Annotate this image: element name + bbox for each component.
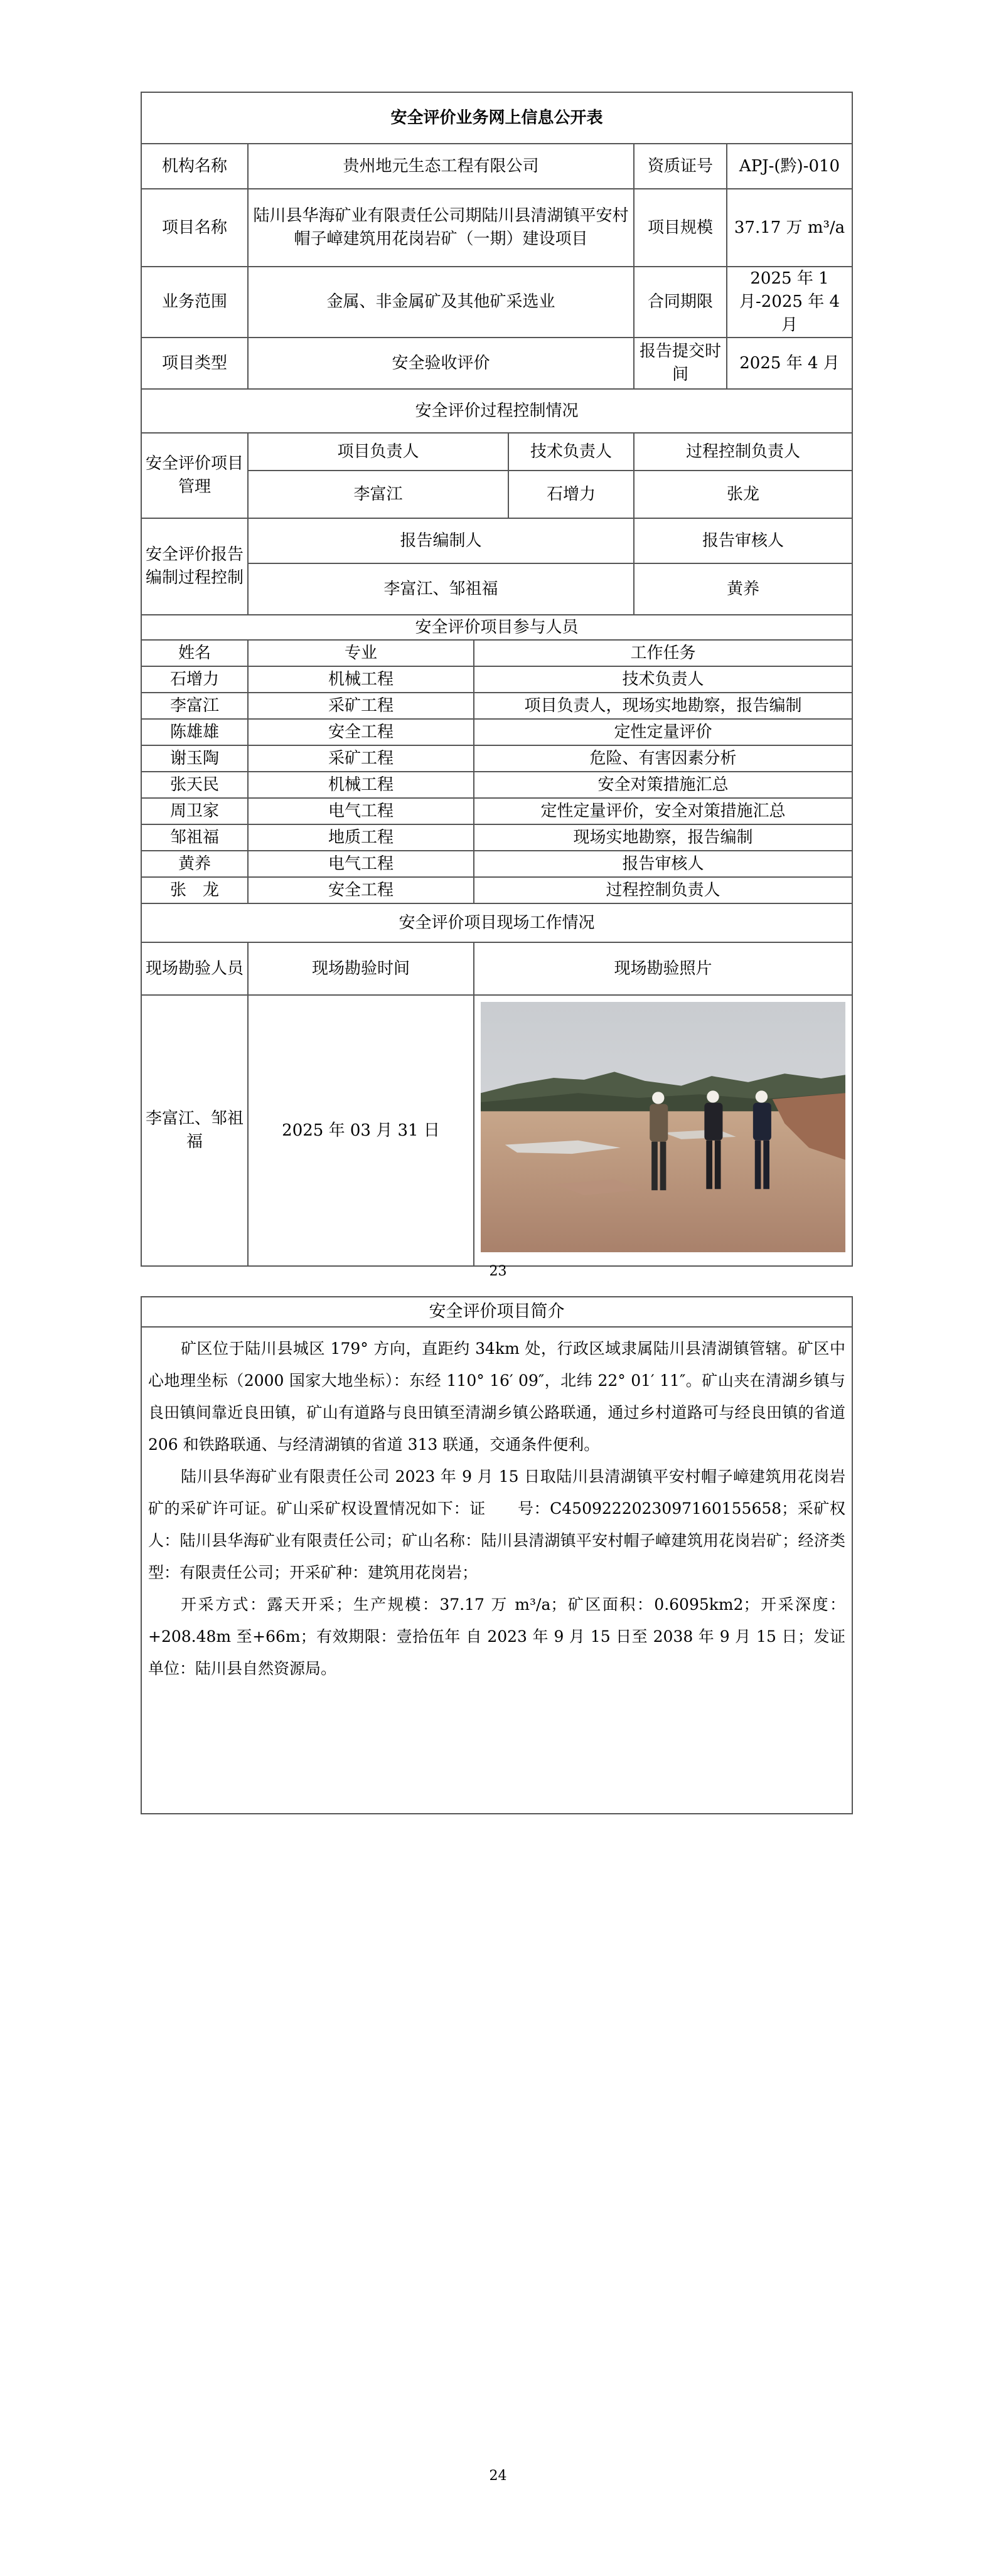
intro-title: 安全评价项目简介 (142, 1297, 852, 1328)
site-photo (481, 1002, 845, 1259)
participant-task: 定性定量评价 (474, 719, 852, 745)
form-title: 安全评价业务网上信息公开表 (141, 92, 852, 144)
org-label: 机构名称 (141, 144, 248, 189)
site-photo-cell (474, 995, 852, 1266)
period-label: 合同期限 (634, 267, 727, 338)
tech-label: 技术负责人 (508, 433, 634, 471)
staff-label: 现场勘验人员 (141, 942, 248, 995)
participant-task: 项目负责人，现场实地勘察，报告编制 (474, 693, 852, 719)
process-label: 过程控制负责人 (634, 433, 852, 471)
participant-major: 采矿工程 (248, 745, 474, 772)
table-row (141, 798, 852, 824)
cert-value: APJ-(黔)-010 (727, 144, 852, 189)
table-row (141, 719, 852, 745)
period-value: 2025 年 1 月-2025 年 4 月 (727, 267, 852, 338)
report-label: 安全评价报告编制过程控制 (141, 518, 248, 615)
participant-task: 过程控制负责人 (474, 877, 852, 903)
participant-major: 安全工程 (248, 719, 474, 745)
site-section-title: 安全评价项目现场工作情况 (141, 903, 852, 942)
participant-task: 危险、有害因素分析 (474, 745, 852, 772)
participant-task: 安全对策措施汇总 (474, 772, 852, 798)
scope-label: 业务范围 (141, 267, 248, 338)
process-value: 张龙 (634, 471, 852, 518)
reviewer-label: 报告审核人 (634, 518, 852, 563)
participant-name: 李富江 (141, 693, 248, 719)
participant-task: 现场实地勘察，报告编制 (474, 824, 852, 851)
header-major: 专业 (248, 640, 474, 666)
scale-label: 项目规模 (634, 189, 727, 267)
table-row (141, 745, 852, 772)
type-value: 安全验收评价 (248, 338, 634, 389)
participant-name: 张 龙 (141, 877, 248, 903)
participant-task: 技术负责人 (474, 666, 852, 693)
submit-value: 2025 年 4 月 (727, 338, 852, 389)
participant-major: 电气工程 (248, 798, 474, 824)
participant-task: 定性定量评价，安全对策措施汇总 (474, 798, 852, 824)
participant-name: 陈雄雄 (141, 719, 248, 745)
table-row (141, 693, 852, 719)
participant-major: 机械工程 (248, 772, 474, 798)
info-disclosure-table (141, 92, 853, 1267)
participant-major: 机械工程 (248, 666, 474, 693)
mgmt-label: 安全评价项目管理 (141, 433, 248, 518)
table-row (141, 666, 852, 693)
time-value: 2025 年 03 月 31 日 (248, 995, 474, 1266)
participant-major: 安全工程 (248, 877, 474, 903)
site-photo-image (481, 1002, 845, 1252)
intro-paragraph: 开采方式：露天开采；生产规模：37.17 万 m³/a；矿区面积：0.6095km2；开采深度：+208.48m 至+66m；有效期限：壹拾伍年 自 2023 年 9 月 15 日至 2038 年 9 月 15 日；发证单位：陆川县自然资源局。 (148, 1595, 845, 1678)
participant-major: 采矿工程 (248, 693, 474, 719)
author-label: 报告编制人 (248, 518, 634, 563)
header-name: 姓名 (141, 640, 248, 666)
org-value: 贵州地元生态工程有限公司 (248, 144, 634, 189)
project-label: 项目名称 (141, 189, 248, 267)
tech-value: 石增力 (508, 471, 634, 518)
type-label: 项目类型 (141, 338, 248, 389)
participant-task: 报告审核人 (474, 851, 852, 877)
participant-major: 电气工程 (248, 851, 474, 877)
intro-paragraph: 陆川县华海矿业有限责任公司 2023 年 9 月 15 日取陆川县清湖镇平安村帽子嶂建筑用花岗岩矿的采矿许可证。矿山采矿权设置情况如下：证 号：C4509222023097160155658；采矿权人：陆川县华海矿业有限责任公司；矿山名称：陆川县清湖镇平安村帽子嶂建筑用花岗岩矿；经济类型：有限责任公司；开采矿种：建筑用花岗岩； (148, 1467, 845, 1582)
participant-name: 谢玉陶 (141, 745, 248, 772)
intro-paragraph: 矿区位于陆川县城区 179° 方向，直距约 34km 处，行政区域隶属陆川县清湖镇管辖。矿区中心地理坐标（2000 国家大地坐标）：东经 110° 16′ 09″，北纬 22° 01′ 11″。矿山夹在清湖乡镇与良田镇间靠近良田镇，矿山有道路与良田镇至清湖乡镇公路联通，通过乡村道路可与经良田镇的省道 206 和铁路联通、与经清湖镇的省道 313 联通，交通条件便利。 (148, 1339, 845, 1454)
time-label: 现场勘验时间 (248, 942, 474, 995)
leader-label: 项目负责人 (248, 433, 508, 471)
leader-value: 李富江 (248, 471, 508, 518)
staff-value: 李富江、邹祖福 (141, 995, 248, 1266)
participant-name: 黄养 (141, 851, 248, 877)
page-number: 24 (489, 2468, 507, 2484)
table-row (141, 851, 852, 877)
participant-name: 石增力 (141, 666, 248, 693)
scope-value: 金属、非金属矿及其他矿采选业 (248, 267, 634, 338)
submit-label: 报告提交时间 (634, 338, 727, 389)
photo-label: 现场勘验照片 (474, 942, 852, 995)
participant-name: 张天民 (141, 772, 248, 798)
table-row (141, 877, 852, 903)
participants-section-title: 安全评价项目参与人员 (141, 615, 852, 640)
project-value: 陆川县华海矿业有限责任公司期陆川县清湖镇平安村帽子嶂建筑用花岗岩矿（一期）建设项目 (248, 189, 634, 267)
participant-major: 地质工程 (248, 824, 474, 851)
table-row (141, 772, 852, 798)
participant-name: 邹祖福 (141, 824, 248, 851)
participant-name: 周卫家 (141, 798, 248, 824)
table-row (141, 824, 852, 851)
page-number: 23 (489, 1264, 507, 1279)
reviewer-value: 黄养 (634, 563, 852, 615)
author-value: 李富江、邹祖福 (248, 563, 634, 615)
cert-label: 资质证号 (634, 144, 727, 189)
control-section-title: 安全评价过程控制情况 (141, 389, 852, 433)
header-task: 工作任务 (474, 640, 852, 666)
scale-value: 37.17 万 m³/a (727, 189, 852, 267)
project-intro-box (141, 1296, 853, 1814)
